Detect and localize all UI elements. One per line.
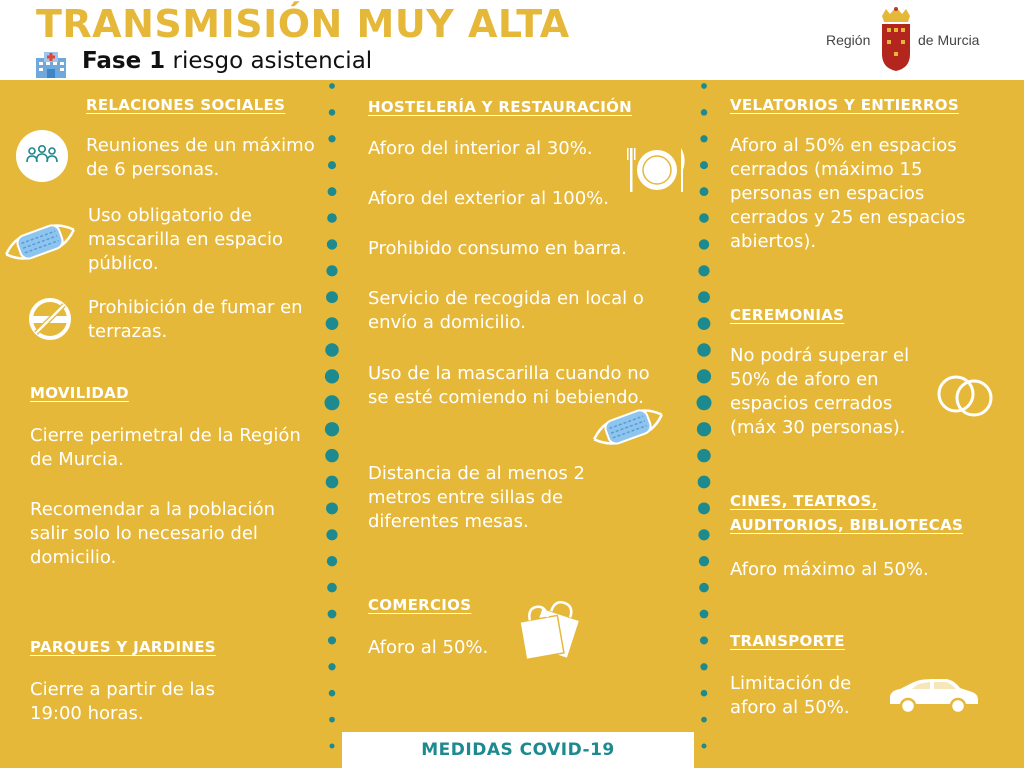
content-panel <box>0 80 1024 768</box>
region-crest-icon <box>876 6 916 72</box>
divider-dot <box>698 291 710 303</box>
mask-icon <box>588 402 668 452</box>
hospitality-text-interior: Aforo del interior al 30%. <box>368 138 593 159</box>
divider-dot <box>328 187 337 196</box>
logo-text-right: de Murcia <box>918 32 980 48</box>
divider-dot <box>328 161 336 169</box>
phase-label: Fase 1 <box>82 48 166 74</box>
divider-dot <box>700 636 708 644</box>
divider-dot <box>700 161 708 169</box>
mobility-text-recommend: Recomendar a la población salir solo lo necesario del domicilio. <box>30 499 275 568</box>
social-text-smoking: Prohibición de fumar en terrazas. <box>88 297 303 342</box>
commerce-text: Aforo al 50%. <box>368 637 489 658</box>
divider-dot <box>328 663 335 670</box>
divider-dot <box>329 109 336 116</box>
divider-dot <box>698 502 710 514</box>
hospitality-text-bar: Prohibido consumo en barra. <box>368 238 627 259</box>
divider-dot <box>325 422 339 436</box>
page-title: TRANSMISIÓN MUY ALTA <box>36 2 570 46</box>
funeral-text: Aforo al 50% en espacios cerrados (máximo 15 personas en espacios cerrados y 25 en espacios abiertos). <box>730 135 966 252</box>
divider-dot <box>326 317 339 330</box>
divider-dot <box>701 83 707 89</box>
divider-dot <box>697 395 712 410</box>
divider-dot <box>697 422 711 436</box>
divider-dot <box>326 265 337 276</box>
divider-dot <box>698 265 709 276</box>
divider-dot <box>328 135 335 142</box>
divider-dot <box>699 556 709 566</box>
divider-dot <box>701 690 708 697</box>
cinema-heading-line1: CINES, TEATROS, <box>730 492 878 510</box>
divider-dot <box>702 744 707 749</box>
column-divider-left <box>324 80 340 768</box>
hospitality-text-exterior: Aforo del exterior al 100%. <box>368 188 609 209</box>
divider-dot <box>697 449 710 462</box>
shopping-bags-icon <box>514 592 588 664</box>
no-smoking-icon <box>24 296 76 342</box>
divider-dot <box>328 636 336 644</box>
social-relations-heading: RELACIONES SOCIALES <box>86 96 286 114</box>
divider-dot <box>326 476 339 489</box>
divider-dot <box>325 395 340 410</box>
cinema-text: Aforo máximo al 50%. <box>730 559 929 580</box>
divider-dot <box>325 369 339 383</box>
logo-text-left: Región <box>826 32 871 48</box>
wedding-rings-icon <box>932 368 998 424</box>
mobility-heading: MOVILIDAD <box>30 384 129 402</box>
divider-dot <box>325 343 338 356</box>
region-logo <box>826 6 996 74</box>
car-icon <box>886 676 980 716</box>
parks-heading: PARQUES Y JARDINES <box>30 638 216 656</box>
divider-dot <box>697 369 711 383</box>
ceremony-text: No podrá superar el 50% de aforo en espacios cerrados (máx 30 personas). <box>730 345 910 438</box>
phase-description: riesgo asistencial <box>165 48 373 74</box>
divider-dot <box>698 476 711 489</box>
commerce-heading: COMERCIOS <box>368 596 472 614</box>
divider-dot <box>700 610 709 619</box>
cinema-heading-line2: AUDITORIOS, BIBLIOTECAS <box>730 516 964 534</box>
transport-text: Limitación de aforo al 50%. <box>730 673 852 718</box>
hospitality-text-distance: Distancia de al menos 2 metros entre sillas de diferentes mesas. <box>368 463 585 532</box>
divider-dot <box>701 109 708 116</box>
divider-dot <box>329 717 335 723</box>
funeral-heading: VELATORIOS Y ENTIERROS <box>730 96 959 114</box>
divider-dot <box>326 529 337 540</box>
column-divider-right <box>696 80 712 768</box>
parks-text: Cierre a partir de las 19:00 horas. <box>30 679 215 724</box>
divider-dot <box>326 291 338 303</box>
social-text-gatherings: Reuniones de un máximo de 6 personas. <box>86 135 315 180</box>
divider-dot <box>327 239 337 249</box>
divider-dot <box>325 449 338 462</box>
divider-dot <box>329 690 336 697</box>
divider-dot <box>328 610 337 619</box>
divider-dot <box>699 239 709 249</box>
divider-dot <box>698 317 711 330</box>
divider-dot <box>700 663 707 670</box>
divider-dot <box>700 187 709 196</box>
divider-dot <box>697 343 710 356</box>
hospitality-text-takeaway: Servicio de recogida en local o envío a domicilio. <box>368 288 644 333</box>
divider-dot <box>327 213 337 223</box>
hospital-icon <box>34 50 68 78</box>
divider-dot <box>701 717 707 723</box>
divider-dot <box>698 529 709 540</box>
footer-label: MEDIDAS COVID-19 <box>421 740 615 760</box>
transport-heading: TRANSPORTE <box>730 632 845 650</box>
divider-dot <box>699 583 709 593</box>
hospitality-text-mask: Uso de la mascarilla cuando no se esté comiendo ni bebiendo. <box>368 363 650 408</box>
divider-dot <box>327 583 337 593</box>
header <box>0 0 1024 80</box>
divider-dot <box>700 135 707 142</box>
mobility-text-perimeter: Cierre perimetral de la Región de Murcia. <box>30 425 301 470</box>
divider-dot <box>326 502 338 514</box>
divider-dot <box>327 556 337 566</box>
hospitality-heading: HOSTELERÍA Y RESTAURACIÓN <box>368 98 632 116</box>
mask-icon <box>0 216 80 268</box>
people-group-icon <box>16 130 68 182</box>
footer-banner <box>342 732 694 768</box>
divider-dot <box>330 744 335 749</box>
ceremony-heading: CEREMONIAS <box>730 306 845 324</box>
divider-dot <box>699 213 709 223</box>
social-text-mask: Uso obligatorio de mascarilla en espacio público. <box>88 205 284 274</box>
phase-subtitle <box>82 48 372 74</box>
divider-dot <box>329 83 335 89</box>
